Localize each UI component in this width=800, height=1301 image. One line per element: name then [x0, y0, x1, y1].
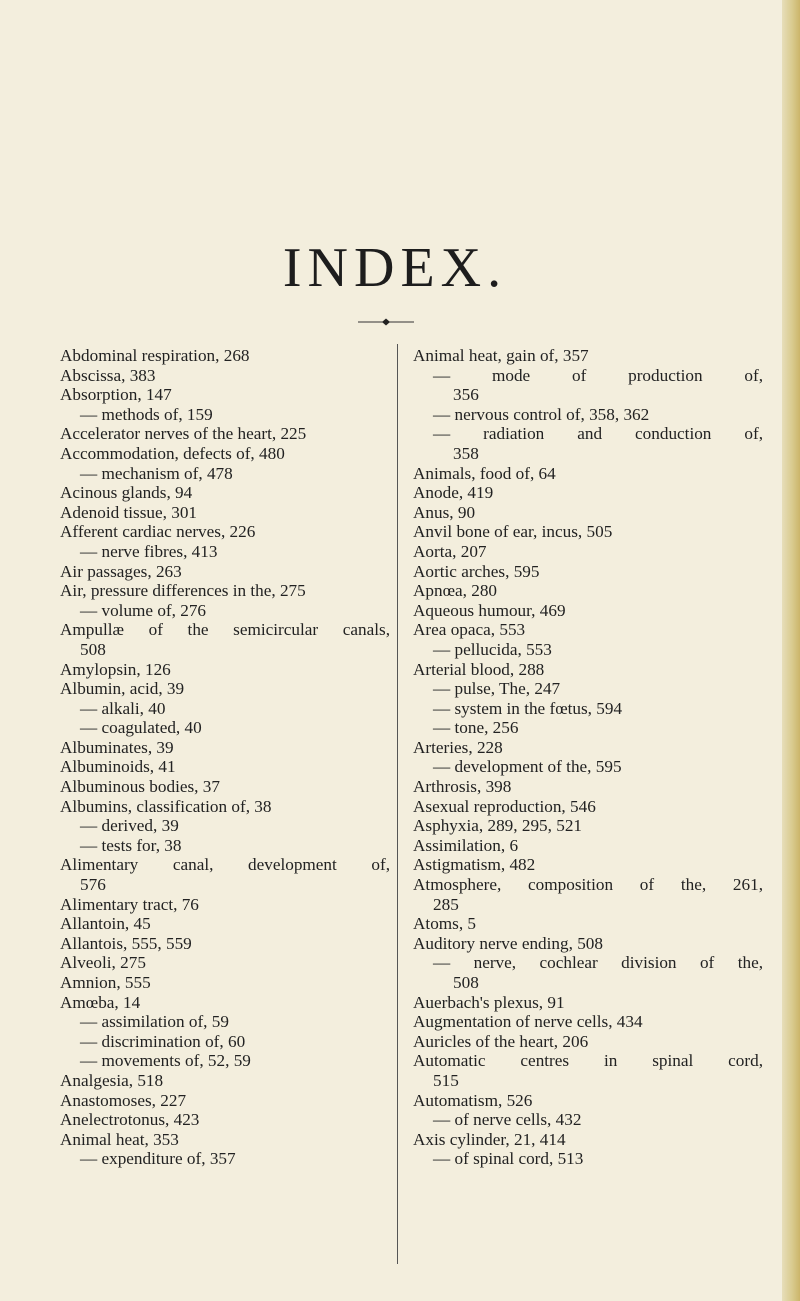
- index-column-right: [413, 346, 763, 1169]
- index-entry-text: Afferent cardiac nerves, 226: [60, 522, 256, 542]
- index-subentry: [60, 718, 390, 738]
- index-entry: [60, 914, 390, 934]
- index-entry-text: Amnion, 555: [60, 973, 151, 992]
- index-subentry: [60, 464, 390, 484]
- index-entry: [413, 1012, 763, 1032]
- index-entry-text: Auricles of the heart, 206: [413, 1031, 589, 1051]
- index-entry-text: — discrimination of, 60: [80, 1031, 246, 1051]
- index-entry-text: Anus, 90: [413, 502, 476, 522]
- index-entry-continuation: 358: [453, 443, 479, 463]
- index-subentry: [60, 1032, 390, 1052]
- index-entry-text: Alimentary canal, development of,: [60, 855, 390, 875]
- index-entry-text: Accelerator nerves of the heart, 225: [60, 424, 307, 444]
- index-entry-text: — radiation and conduction of,: [433, 424, 763, 444]
- index-entry-text: Albuminates, 39: [60, 737, 174, 757]
- index-entry-continuation: 508: [453, 973, 479, 992]
- index-subentry: [60, 836, 390, 856]
- index-entry: [413, 581, 763, 601]
- index-entry-text: Assimilation, 6: [413, 835, 519, 855]
- index-entry-text: Animals, food of, 64: [413, 463, 556, 483]
- index-entry-text: — nerve fibres, 413: [80, 541, 218, 561]
- index-entry: [60, 895, 390, 915]
- index-entry-text: — alkali, 40: [80, 698, 166, 718]
- index-subentry: [413, 757, 763, 777]
- index-entry: [413, 522, 763, 542]
- index-entry: [413, 464, 763, 484]
- index-entry: [413, 816, 763, 836]
- index-entry: [60, 562, 390, 582]
- index-entry-text: Air passages, 263: [60, 561, 182, 581]
- index-entry: [60, 679, 390, 699]
- page-title: INDEX.: [282, 237, 508, 299]
- index-entry-text: — pellucida, 553: [433, 639, 552, 659]
- index-entry-text: — volume of, 276: [80, 600, 207, 620]
- index-subentry: [413, 699, 763, 719]
- index-entry-text: Amylopsin, 126: [60, 659, 171, 679]
- index-entry-text: Aorta, 207: [413, 541, 487, 561]
- index-entry: [413, 620, 763, 640]
- index-entry: [413, 914, 763, 934]
- index-entry-text: Auditory nerve ending, 508: [413, 933, 603, 953]
- index-entry: [60, 660, 390, 680]
- index-entry-text: Accommodation, defects of, 480: [60, 443, 285, 463]
- index-entry-text: — development of the, 595: [433, 757, 622, 777]
- index-entry-text: Allantois, 555, 559: [60, 933, 192, 953]
- index-entry-text: Asexual reproduction, 546: [413, 796, 596, 816]
- index-entry-text: Automatic centres in spinal cord,: [413, 1051, 763, 1071]
- index-entry-continuation: 356: [453, 385, 479, 405]
- index-entry-text: Amœba, 14: [60, 992, 141, 1012]
- title-ornament: [358, 318, 414, 326]
- index-entry: [413, 1051, 763, 1090]
- index-entry: [413, 855, 763, 875]
- index-entry-text: Area opaca, 553: [413, 620, 526, 640]
- index-entry-text: Anastomoses, 227: [60, 1090, 187, 1110]
- index-entry-text: Abscissa, 383: [60, 365, 156, 385]
- index-entry-text: — pulse, The, 247: [433, 679, 561, 699]
- index-column-left: [60, 346, 390, 1169]
- index-entry: [60, 738, 390, 758]
- index-subentry: [413, 1110, 763, 1130]
- index-entry: [413, 836, 763, 856]
- index-entry: [60, 346, 390, 366]
- index-entry: [60, 797, 390, 817]
- index-entry: [413, 503, 763, 523]
- index-entry: [60, 1130, 390, 1150]
- index-entry: [413, 1091, 763, 1111]
- index-entry: [413, 601, 763, 621]
- index-entry: [413, 483, 763, 503]
- index-entry-text: Animal heat, gain of, 357: [413, 346, 589, 365]
- index-subentry: [413, 679, 763, 699]
- index-entry-text: Abdominal respiration, 268: [60, 346, 250, 365]
- index-subentry: [60, 1012, 390, 1032]
- index-entry-text: Animal heat, 353: [60, 1129, 179, 1149]
- index-entry: [60, 424, 390, 444]
- index-entry-continuation: 508: [80, 639, 106, 659]
- index-entry-text: — tests for, 38: [80, 835, 182, 855]
- index-entry: [60, 483, 390, 503]
- index-entry: [413, 562, 763, 582]
- index-entry-text: Aqueous humour, 469: [413, 600, 566, 620]
- index-entry-text: Automatism, 526: [413, 1090, 533, 1110]
- index-entry-text: Asphyxia, 289, 295, 521: [413, 816, 583, 836]
- index-entry-text: Allantoin, 45: [60, 914, 151, 934]
- index-entry-text: Anelectrotonus, 423: [60, 1110, 200, 1130]
- index-entry: [60, 503, 390, 523]
- index-entry-text: Air, pressure differences in the, 275: [60, 581, 306, 601]
- index-entry: [413, 875, 763, 914]
- index-entry: [413, 346, 763, 366]
- index-entry: [60, 620, 390, 659]
- index-subentry: [60, 542, 390, 562]
- index-entry: [413, 777, 763, 797]
- index-subentry: [60, 405, 390, 425]
- index-entry: [413, 660, 763, 680]
- index-entry: [60, 1110, 390, 1130]
- index-entry-text: — expenditure of, 357: [80, 1149, 236, 1169]
- index-entry: [60, 973, 390, 993]
- index-subentry: [60, 699, 390, 719]
- index-entry-text: Alveoli, 275: [60, 953, 146, 973]
- index-entry: [60, 385, 390, 405]
- index-entry-text: Atmosphere, composition of the, 261,: [413, 875, 763, 895]
- index-entry: [413, 542, 763, 562]
- index-entry-text: Arterial blood, 288: [413, 659, 545, 679]
- index-entry: [413, 797, 763, 817]
- index-entry-text: — tone, 256: [433, 718, 519, 738]
- index-entry-text: Ampullæ of the semicircular canals,: [60, 620, 390, 640]
- index-entry-text: Albuminoids, 41: [60, 757, 176, 777]
- index-entry-text: Albumin, acid, 39: [60, 679, 185, 699]
- index-entry-text: Auerbach's plexus, 91: [413, 992, 565, 1012]
- index-entry: [60, 581, 390, 601]
- index-subentry: [413, 424, 763, 463]
- index-entry-text: — coagulated, 40: [80, 718, 202, 738]
- index-subentry: [60, 1149, 390, 1169]
- index-entry: [60, 1091, 390, 1111]
- index-entry-text: Astigmatism, 482: [413, 855, 536, 875]
- index-entry-text: Augmentation of nerve cells, 434: [413, 1012, 643, 1032]
- index-entry-text: — methods of, 159: [80, 404, 213, 424]
- index-entry: [60, 934, 390, 954]
- index-subentry: [413, 640, 763, 660]
- index-entry-text: Arthrosis, 398: [413, 777, 512, 797]
- index-entry-text: Adenoid tissue, 301: [60, 502, 198, 522]
- index-entry-text: — movements of, 52, 59: [80, 1051, 251, 1071]
- index-entry-text: Absorption, 147: [60, 385, 172, 405]
- index-entry-text: Atoms, 5: [413, 914, 477, 934]
- index-entry-text: — system in the fœtus, 594: [433, 698, 623, 718]
- index-entry: [413, 1130, 763, 1150]
- index-entry-continuation: 515: [433, 1070, 459, 1090]
- index-entry-text: Anvil bone of ear, incus, 505: [413, 522, 613, 542]
- index-entry: [413, 1032, 763, 1052]
- index-entry: [60, 1071, 390, 1091]
- index-entry: [413, 738, 763, 758]
- index-subentry: [413, 1149, 763, 1169]
- index-entry-continuation: 576: [80, 875, 106, 895]
- index-subentry: [413, 405, 763, 425]
- column-divider: [397, 344, 398, 1264]
- page-edge: [782, 0, 800, 1301]
- index-entry-text: — of nerve cells, 432: [433, 1110, 582, 1130]
- index-subentry: [60, 816, 390, 836]
- index-entry-text: — nervous control of, 358, 362: [433, 404, 650, 424]
- index-entry: [60, 444, 390, 464]
- index-entry-text: — assimilation of, 59: [80, 1012, 229, 1032]
- index-entry-text: Acinous glands, 94: [60, 483, 193, 503]
- index-entry-continuation: 285: [433, 894, 459, 914]
- index-entry: [413, 934, 763, 954]
- index-entry: [60, 522, 390, 542]
- index-subentry: [413, 953, 763, 992]
- index-entry-text: Arteries, 228: [413, 737, 503, 757]
- index-entry: [413, 993, 763, 1013]
- index-entry-text: Apnœa, 280: [413, 581, 498, 601]
- index-entry-text: Alimentary tract, 76: [60, 894, 199, 914]
- index-entry-text: Analgesia, 518: [60, 1070, 164, 1090]
- index-entry: [60, 953, 390, 973]
- index-subentry: [413, 366, 763, 405]
- index-entry: [60, 366, 390, 386]
- index-subentry: [60, 1051, 390, 1071]
- index-entry: [60, 993, 390, 1013]
- index-entry: [60, 757, 390, 777]
- index-entry: [60, 855, 390, 894]
- index-entry-text: Axis cylinder, 21, 414: [413, 1129, 566, 1149]
- index-entry-text: — nerve, cochlear division of the,: [433, 953, 763, 973]
- index-entry-text: Albumins, classification of, 38: [60, 796, 272, 816]
- index-entry-text: Albuminous bodies, 37: [60, 777, 220, 797]
- index-entry: [60, 777, 390, 797]
- index-subentry: [60, 601, 390, 621]
- index-entry-text: — derived, 39: [80, 816, 179, 836]
- index-subentry: [413, 718, 763, 738]
- index-entry-text: — of spinal cord, 513: [433, 1149, 584, 1169]
- index-entry-text: — mode of production of,: [433, 365, 763, 385]
- index-entry-text: — mechanism of, 478: [80, 463, 233, 483]
- index-entry-text: Aortic arches, 595: [413, 561, 540, 581]
- index-entry-text: Anode, 419: [413, 483, 494, 503]
